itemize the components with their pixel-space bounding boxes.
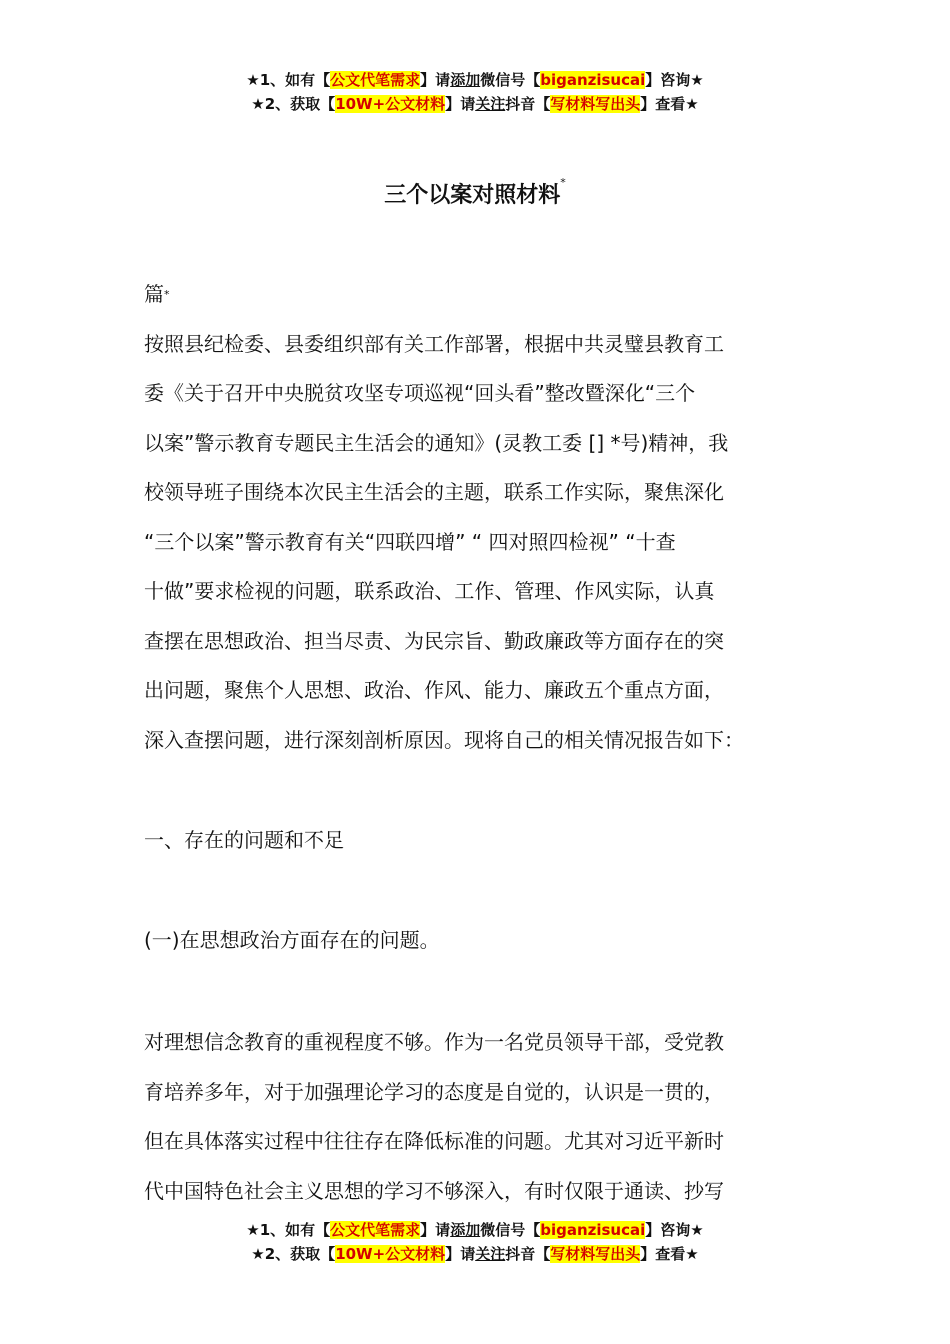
body-paragraph — [144, 1018, 808, 1216]
text-line: 以案”警示教育专题民主生活会的通知》(灵教工委 [] *号)精神，我 — [144, 430, 729, 455]
text-line: 深入查摆问题，进行深刻剖析原因。现将自己的相关情况报告如下： — [144, 727, 744, 752]
text-line: 但在具体落实过程中往往存在降低标准的问题。尤其对习近平新时 — [144, 1129, 724, 1153]
text-line: “三个以案”警示教育有关“四联四增” “ 四对照四检视” “十查 — [144, 529, 676, 554]
promo-line-1: ★1、如有【公文代笔需求】请添加微信号【biganzisucai】咨询★ — [246, 71, 704, 89]
text-line: 代中国特色社会主义思想的学习不够深入，有时仅限于通读、抄写 — [144, 1178, 724, 1203]
promo-highlight: 公文代笔需求 — [330, 71, 421, 89]
promo-douyin-id: 写材料写出头 — [550, 1245, 641, 1263]
intro-paragraph — [144, 270, 808, 765]
section-heading: 一、存在的问题和不足 — [144, 828, 344, 852]
promo-line-2: ★2、获取【10W+公文材料】请关注抖音【写材料写出头】查看★ — [251, 95, 699, 113]
header-promo-banner — [0, 68, 950, 116]
text-line: 对理想信念教育的重视程度不够。作为一名党员领导干部，受党教 — [144, 1030, 724, 1054]
promo-highlight: 10W+公文材料 — [335, 1245, 446, 1263]
text-line: 出问题，聚焦个人思想、政治、作风、能力、廉政五个重点方面， — [144, 678, 724, 702]
subsection-heading: (一)在思想政治方面存在的问题。 — [144, 928, 440, 952]
text-line: 查摆在思想政治、担当尽责、为民宗旨、勤政廉政等方面存在的突 — [144, 628, 724, 653]
text-line: 按照县纪检委、县委组织部有关工作部署，根据中共灵璧县教育工 — [144, 331, 724, 356]
promo-highlight: 公文代笔需求 — [330, 1221, 421, 1239]
document-title: 三个以案对照材料* — [384, 176, 566, 208]
promo-wechat-id: biganzisucai — [540, 1221, 646, 1239]
promo-line-2: ★2、获取【10W+公文材料】请关注抖音【写材料写出头】查看★ — [251, 1245, 699, 1263]
text-line: 校领导班子围绕本次民主生活会的主题，联系工作实际，聚焦深化 — [144, 480, 724, 504]
text-line: 委《关于召开中央脱贫攻坚专项巡视“回头看”整改暨深化“三个 — [144, 381, 696, 405]
text-line: 育培养多年，对于加强理论学习的态度是自觉的，认识是一贯的， — [144, 1079, 724, 1104]
promo-douyin-id: 写材料写出头 — [550, 95, 641, 113]
text-line: 十做”要求检视的问题，联系政治、工作、管理、作风实际，认真 — [144, 579, 715, 603]
piece-label: 篇* — [144, 282, 170, 306]
promo-highlight: 10W+公文材料 — [335, 95, 446, 113]
promo-line-1: ★1、如有【公文代笔需求】请添加微信号【biganzisucai】咨询★ — [246, 1221, 704, 1239]
promo-wechat-id: biganzisucai — [540, 71, 646, 89]
footer-promo-banner — [0, 1218, 950, 1266]
